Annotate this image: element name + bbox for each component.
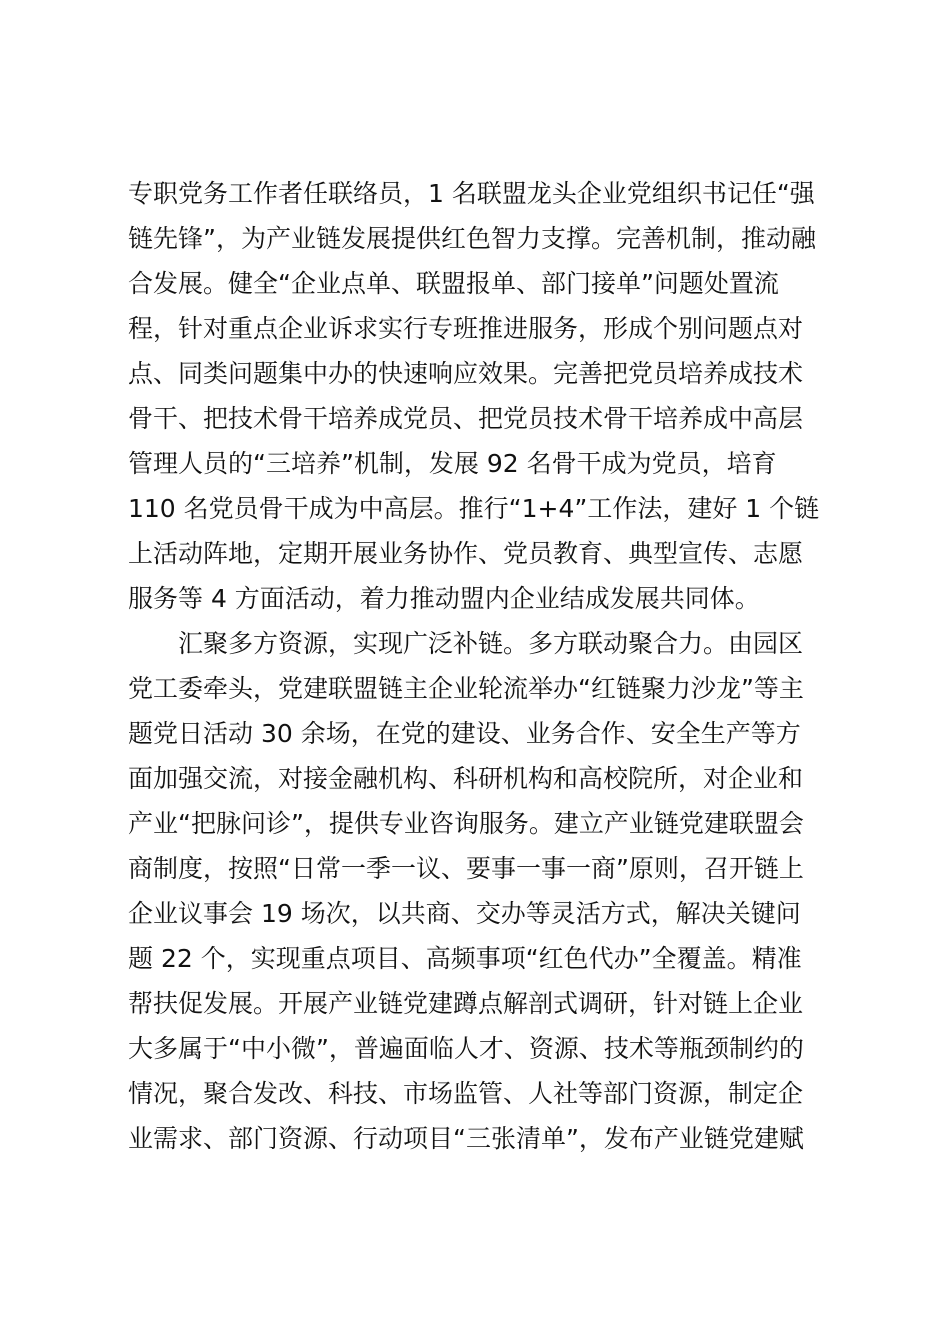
text-line: 题 22 个，实现重点项目、高频事项“红色代办”全覆盖。精准 [128,944,802,973]
text-line: 110 名党员骨干成为中高层。推行“1+4”工作法，建好 1 个链 [128,494,820,523]
text-line: 链先锋”，为产业链发展提供红色智力支撑。完善机制，推动融 [128,224,816,253]
text-line: 题党日活动 30 余场，在党的建设、业务合作、安全生产等方 [128,719,801,748]
text-line: 程，针对重点企业诉求实行专班推进服务，形成个别问题点对 [128,314,804,343]
text-line: 大多属于“中小微”，普遍面临人才、资源、技术等瓶颈制约的 [128,1034,804,1063]
text-line: 产业“把脉问诊”，提供专业咨询服务。建立产业链党建联盟会 [128,809,804,838]
text-line: 商制度，按照“日常一季一议、要事一事一商”原则，召开链上 [128,854,804,883]
text-line: 帮扶促发展。开展产业链党建蹲点解剖式调研，针对链上企业 [128,989,804,1018]
text-line: 专职党务工作者任联络员，1 名联盟龙头企业党组织书记任“强 [128,179,815,208]
text-line: 管理人员的“三培养”机制，发展 92 名骨干成为党员，培育 [128,449,777,478]
text-line: 点、同类问题集中办的快速响应效果。完善把党员培养成技术 [128,359,804,388]
text-line: 情况，聚合发改、科技、市场监管、人社等部门资源，制定企 [128,1079,804,1108]
text-line: 党工委牵头，党建联盟链主企业轮流举办“红链聚力沙龙”等主 [128,674,804,703]
body-text [128,171,834,1161]
text-line: 上活动阵地，定期开展业务协作、党员教育、典型宣传、志愿 [128,539,804,568]
paragraph-first-line: 汇聚多方资源，实现广泛补链。多方联动聚合力。由园区 [178,629,804,658]
text-line: 面加强交流，对接金融机构、科研机构和高校院所，对企业和 [128,764,804,793]
text-line: 合发展。健全“企业点单、联盟报单、部门接单”问题处置流 [128,269,779,298]
text-line: 企业议事会 19 场次，以共商、交办等灵活方式，解决关键问 [128,899,801,928]
text-line: 骨干、把技术骨干培养成党员、把党员技术骨干培养成中高层 [128,404,804,433]
text-line: 业需求、部门资源、行动项目“三张清单”，发布产业链党建赋 [128,1124,804,1153]
text-line: 服务等 4 方面活动，着力推动盟内企业结成发展共同体。 [128,584,760,613]
